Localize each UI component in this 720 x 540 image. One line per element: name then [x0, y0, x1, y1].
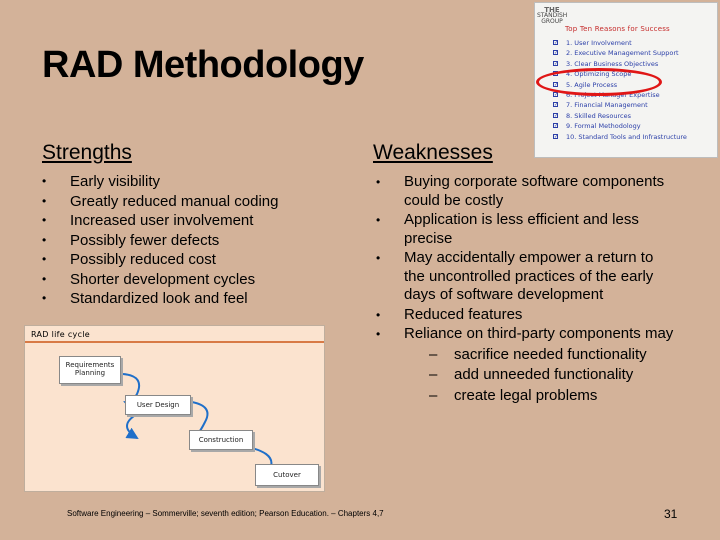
strength-item: • Greatly reduced manual coding	[42, 192, 332, 212]
weaknesses-heading: Weaknesses	[373, 141, 493, 164]
strength-item: • Possibly reduced cost	[42, 250, 332, 270]
reason-item: ✓ 10. Standard Tools and Infrastructure	[554, 132, 687, 141]
weakness-item: • Buying corporate software components could be costly	[376, 173, 674, 210]
arrow-design-loop	[127, 414, 137, 438]
reason-item: ✓ 5. Agile Process	[554, 80, 618, 89]
strength-item: • Shorter development cycles	[42, 270, 332, 290]
checkbox-icon: ✓	[554, 92, 559, 99]
weakness-item: • May accidentally empower a return to the uncontrolled practices of the early days of software development	[376, 249, 674, 305]
reasons-title: Top Ten Reasons for Success	[565, 25, 670, 33]
reason-item: ✓ 8. Skilled Resources	[554, 111, 631, 120]
slide-title: RAD Methodology	[42, 44, 364, 86]
checkbox-icon: ✓	[554, 71, 559, 78]
checkbox-icon: ✓	[554, 133, 559, 140]
strength-item: • Standardized look and feel	[42, 289, 332, 309]
checkbox-icon: ✓	[554, 60, 559, 67]
checkbox-icon: ✓	[554, 123, 559, 130]
standish-group-logo: THE STANDISH GROUP	[537, 6, 568, 25]
rad-life-cycle-diagram	[24, 325, 325, 492]
weakness-item-text: Reliance on third-party components may	[404, 325, 674, 342]
rad-step-cutover: Cutover	[255, 464, 319, 486]
checkbox-icon: ✓	[554, 112, 559, 119]
reason-item: ✓ 3. Clear Business Objectives	[554, 59, 659, 68]
weakness-subitem: – sacrifice needed functionality	[429, 346, 674, 365]
reason-item: ✓ 6. Project Manager Expertise	[554, 91, 660, 100]
weakness-item: • Reduced features	[376, 306, 674, 325]
weakness-item-with-sub	[376, 325, 674, 405]
strengths-list	[42, 172, 332, 309]
strength-item: • Possibly fewer defects	[42, 231, 332, 251]
reason-item: ✓ 1. User Involvement	[554, 39, 632, 47]
rad-step-construction: Construction	[189, 430, 253, 450]
weakness-subitem: – create legal problems	[429, 387, 674, 406]
strength-item: • Early visibility	[42, 172, 332, 192]
checkbox-icon: ✓	[554, 102, 559, 109]
checkbox-icon: ✓	[554, 50, 559, 57]
strengths-heading: Strengths	[42, 141, 132, 164]
rad-diagram-title: RAD life cycle	[31, 330, 91, 339]
weakness-subitem: – add unneeded functionality	[429, 366, 674, 385]
reason-item: ✓ 2. Executive Management Support	[554, 49, 679, 58]
rad-step-user-design: User Design	[125, 395, 191, 415]
weakness-item: • Application is less efficient and less precise	[376, 211, 674, 248]
highlight-oval	[536, 68, 662, 99]
page-number: 31	[664, 507, 678, 521]
weakness-sublist	[404, 346, 674, 406]
reason-item: ✓ 7. Financial Management	[554, 101, 648, 110]
rad-step-requirements-planning: Requirements Planning	[59, 356, 121, 384]
checkbox-icon: ✓	[554, 40, 559, 46]
reason-item: ✓ 9. Formal Methodology	[554, 122, 641, 131]
reason-item: ✓ 4. Optimizing Scope	[554, 70, 632, 79]
slide-footer: Software Engineering – Sommerville; seventh edition; Pearson Education. – Chapters 4,7	[67, 509, 384, 518]
weaknesses-list	[376, 173, 674, 407]
strength-item: • Increased user involvement	[42, 211, 332, 231]
checkbox-icon: ✓	[554, 81, 559, 88]
